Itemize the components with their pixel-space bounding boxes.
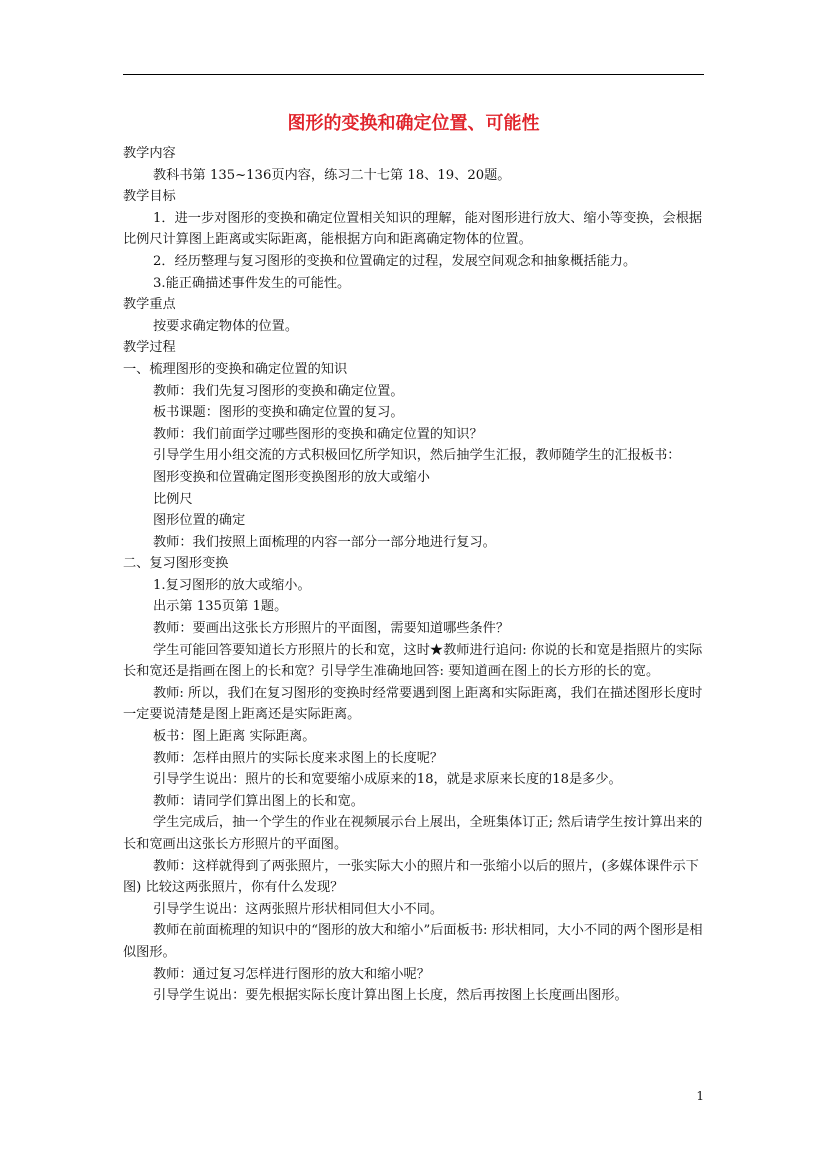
section-heading: 教学过程 (123, 340, 176, 356)
paragraph: 3.能正确描述事件发生的可能性。 (153, 275, 351, 291)
paragraph: 图形位置的确定 (153, 513, 246, 529)
paragraph: 教师：我们前面学过哪些图形的变换和确定位置的知识？ (153, 426, 483, 442)
document-body (123, 143, 704, 1007)
header-rule (123, 74, 704, 75)
paragraph: 板书课题：图形的变换和确定位置的复习。 (153, 405, 404, 421)
paragraph: 引导学生说出：这两张照片形状相同但大小不同。 (153, 901, 444, 917)
paragraph: 出示第 135页第 1题。 (153, 599, 288, 615)
paragraph: 学生完成后，抽一个学生的作业在视频展示台上展出，全班集体订正; 然后请学生按计算出来的长和宽画出这张长方形照片的平面图。 (123, 815, 703, 852)
paragraph: 图形变换和位置确定图形变换图形的放大或缩小 (153, 469, 430, 485)
paragraph: 教师：请同学们算出图上的长和宽。 (153, 793, 364, 809)
paragraph: 引导学生用小组交流的方式积极回忆所学知识，然后抽学生汇报，教师随学生的汇报板书： (153, 448, 681, 464)
paragraph: 教师：我们按照上面梳理的内容一部分一部分地进行复习。 (153, 534, 496, 550)
paragraph: 教师：这样就得到了两张照片，一张实际大小的照片和一张缩小以后的照片，(多媒体课件示下图) 比较这两张照片，你有什么发现？ (123, 858, 699, 896)
paragraph: 教师：我们先复习图形的变换和确定位置。 (153, 383, 404, 399)
document-title: 图形的变换和确定位置、可能性 (287, 113, 540, 134)
paragraph: 1.复习图形的放大或缩小。 (153, 577, 311, 593)
paragraph: 2．经历整理与复习图形的变换和位置确定的过程，发展空间观念和抽象概括能力。 (153, 253, 637, 269)
paragraph: 1．进一步对图形的变换和确定位置相关知识的理解，能对图形进行放大、缩小等变换，会根据比例尺计算图上距离或实际距离，能根据方向和距离确定物体的位置。 (123, 210, 703, 248)
section-heading: 教学内容 (123, 146, 176, 161)
paragraph: 教师：怎样由照片的实际长度来求图上的长度呢？ (153, 750, 444, 766)
paragraph: 板书：图上距离 实际距离。 (153, 729, 316, 745)
paragraph: 学生可能回答要知道长方形照片的长和宽，这时★教师进行追问: 你说的长和宽是指照片的实际长和宽还是指画在图上的长和宽？引导学生准确地回答: 要知道画在图上的长方形的长的宽。 (123, 642, 703, 680)
paragraph: 教师：要画出这张长方形照片的平面图，需要知道哪些条件？ (153, 621, 510, 637)
section-heading: 教学重点 (123, 297, 176, 313)
paragraph: 教师: 所以，我们在复习图形的变换时经常要遇到图上距离和实际距离，我们在描述图形长度时一定要说清楚是图上距离还是实际距离。 (123, 685, 703, 723)
paragraph: 教师在前面梳理的知识中的“图形的放大和缩小”后面板书: 形状相同，大小不同的两个图形是相似图形。 (123, 923, 703, 960)
paragraph: 比例尺 (153, 491, 193, 507)
paragraph: 引导学生说出：照片的长和宽要缩小成原来的18，就是求原来长度的18是多少。 (153, 772, 622, 788)
page-number: 1 (696, 1089, 704, 1103)
paragraph: 按要求确定物体的位置。 (153, 318, 299, 334)
section-heading: 一、梳理图形的变换和确定位置的知识 (123, 361, 348, 377)
paragraph: 引导学生说出：要先根据实际长度计算出图上长度，然后再按图上长度画出图形。 (153, 988, 628, 1004)
section-heading: 二、复习图形变换 (123, 556, 229, 572)
paragraph: 教师：通过复习怎样进行图形的放大和缩小呢？ (153, 966, 430, 982)
section-heading: 教学目标 (123, 189, 176, 205)
paragraph: 教科书第 135~136页内容，练习二十七第 18、19、20题。 (153, 167, 511, 183)
